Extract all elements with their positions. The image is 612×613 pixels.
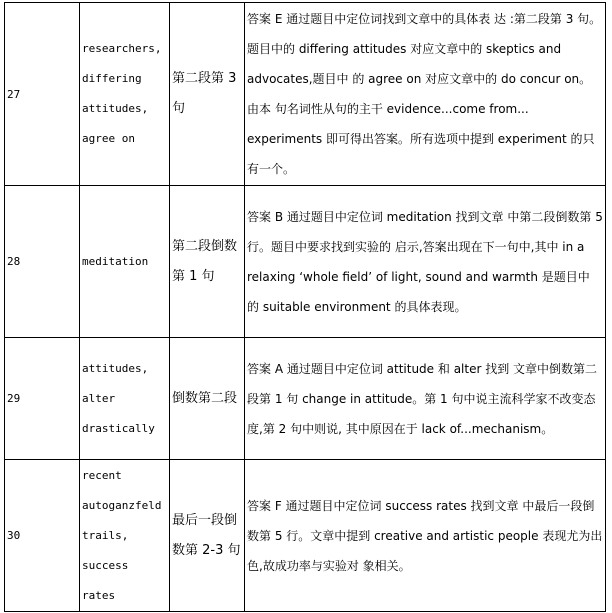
keyword: recent	[82, 468, 122, 482]
explanation-cell: 答案 B 通过题目中定位词 meditation 找到文章 中第二段倒数第 5 行。题目中要求找到实验的 启示,答案出现在下一句中,其中 in a relaxing ‘whole field’ of light, sound and warmth 是题目中 的 suitable environment 的具体表现。	[245, 186, 606, 338]
keywords-cell	[80, 460, 170, 612]
keywords-cell	[80, 338, 170, 460]
keyword: differing	[82, 72, 142, 85]
keyword: meditation	[82, 254, 149, 268]
question-number: 30	[5, 460, 80, 612]
question-number: 27	[5, 3, 80, 186]
question-number: 28	[5, 186, 80, 338]
table-row	[5, 460, 606, 612]
explanation-cell: 答案 E 通过题目中定位词找到文章中的具体表 达 :第二段第 3 句。题目中的 differing attitudes 对应文章中的 skeptics and advocates,题目中 的 agree on 对应文章中的 do concur on。由本 句名词性从句的主干 evidence...come from... experiments 即可得出答案。所有选项中提到 experiment 的只有一个。	[245, 3, 606, 186]
keyword: trails,	[82, 528, 129, 542]
keywords-cell	[80, 186, 170, 338]
keyword: agree on	[82, 132, 135, 145]
location-cell: 倒数第二段	[170, 338, 245, 460]
table-row	[5, 3, 606, 186]
keyword: drastically	[82, 421, 155, 435]
keyword: autoganzfeld	[82, 498, 162, 512]
keyword: alter	[82, 391, 116, 405]
location-cell: 第二段第 3句	[170, 3, 245, 186]
table-row	[5, 186, 606, 338]
question-number: 29	[5, 338, 80, 460]
keyword: attitudes,	[82, 361, 149, 375]
answer-table	[4, 2, 606, 612]
explanation-cell: 答案 F 通过题目中定位词 success rates 找到文章 中最后一段倒数第 5 行。文章中提到 creative and artistic people 表现尤为出色,故成功率与实验对 象相关。	[245, 460, 606, 612]
location-cell: 第二段倒数第 1 句	[170, 186, 245, 338]
explanation-cell: 答案 A 通过题目中定位词 attitude 和 alter 找到 文章中倒数第二段第 1 句 change in attitude。第 1 句中说主流科学家不改变态度,第 2 句中则说, 其中原因在于 lack of...mechanism。	[245, 338, 606, 460]
keyword: success	[82, 558, 129, 572]
keywords-cell	[80, 3, 170, 186]
table-row	[5, 338, 606, 460]
keyword: attitudes,	[82, 102, 149, 115]
keyword: rates	[82, 588, 116, 602]
location-cell: 最后一段倒数第 2-3 句	[170, 460, 245, 612]
keyword: researchers,	[82, 42, 162, 55]
